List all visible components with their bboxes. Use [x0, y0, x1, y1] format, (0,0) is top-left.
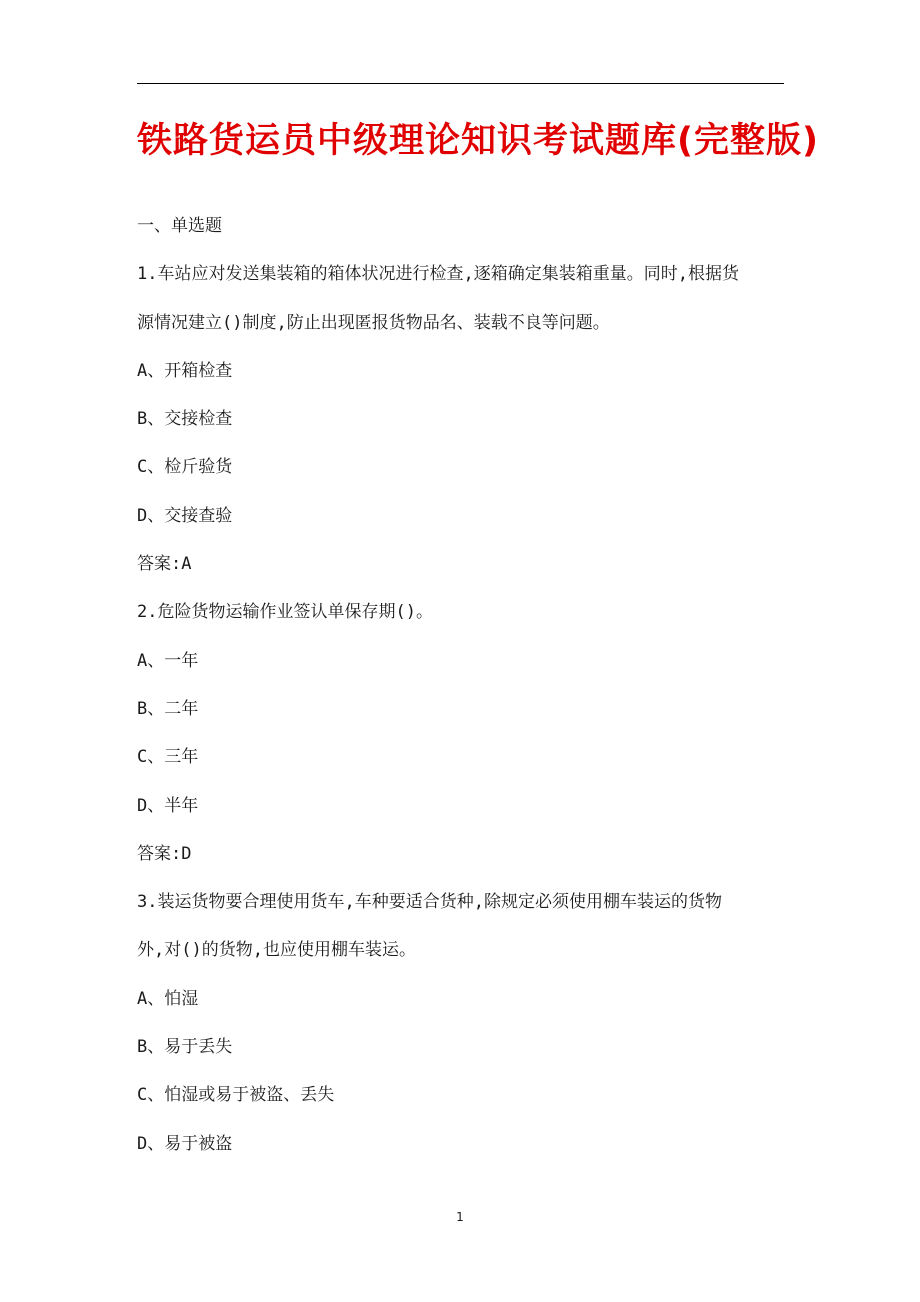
- question-stem-line: 外,对()的货物,也应使用棚车装运。: [137, 940, 416, 961]
- question-stem-line: 3.装运货物要合理使用货车,车种要适合货种,除规定必须使用棚车装运的货物: [137, 892, 722, 913]
- answer: 答案:A: [137, 554, 192, 575]
- question-2: [137, 588, 787, 878]
- option-a: A、怕湿: [137, 988, 199, 1009]
- page-number: 1: [456, 1210, 464, 1224]
- option-a: A、一年: [137, 650, 199, 671]
- option-b: B、易于丢失: [137, 1037, 233, 1058]
- question-3: [137, 878, 787, 1168]
- answer: 答案:D: [137, 843, 192, 864]
- option-a: A、开箱检查: [137, 360, 233, 381]
- question-stem-line: 2.危险货物运输作业签认单保存期()。: [137, 602, 433, 623]
- question-stem-line: 源情况建立()制度,防止出现匿报货物品名、装载不良等问题。: [137, 312, 610, 333]
- question-stem-line: 1.车站应对发送集装箱的箱体状况进行检查,逐箱确定集装箱重量。同时,根据货: [137, 264, 739, 285]
- option-d: D、交接查验: [137, 505, 233, 526]
- document-body: [137, 202, 787, 1168]
- option-b: B、二年: [137, 698, 199, 719]
- section-heading: 一、单选题: [137, 216, 222, 236]
- option-b: B、交接检查: [137, 409, 233, 430]
- document-title: 铁路货运员中级理论知识考试题库(完整版): [137, 121, 819, 161]
- option-d: D、半年: [137, 795, 199, 816]
- option-c: C、怕湿或易于被盗、丢失: [137, 1085, 335, 1106]
- option-c: C、三年: [137, 747, 199, 768]
- option-c: C、检斤验货: [137, 457, 233, 478]
- header-rule: [137, 83, 784, 84]
- question-1: [137, 250, 787, 588]
- option-d: D、易于被盗: [137, 1133, 233, 1154]
